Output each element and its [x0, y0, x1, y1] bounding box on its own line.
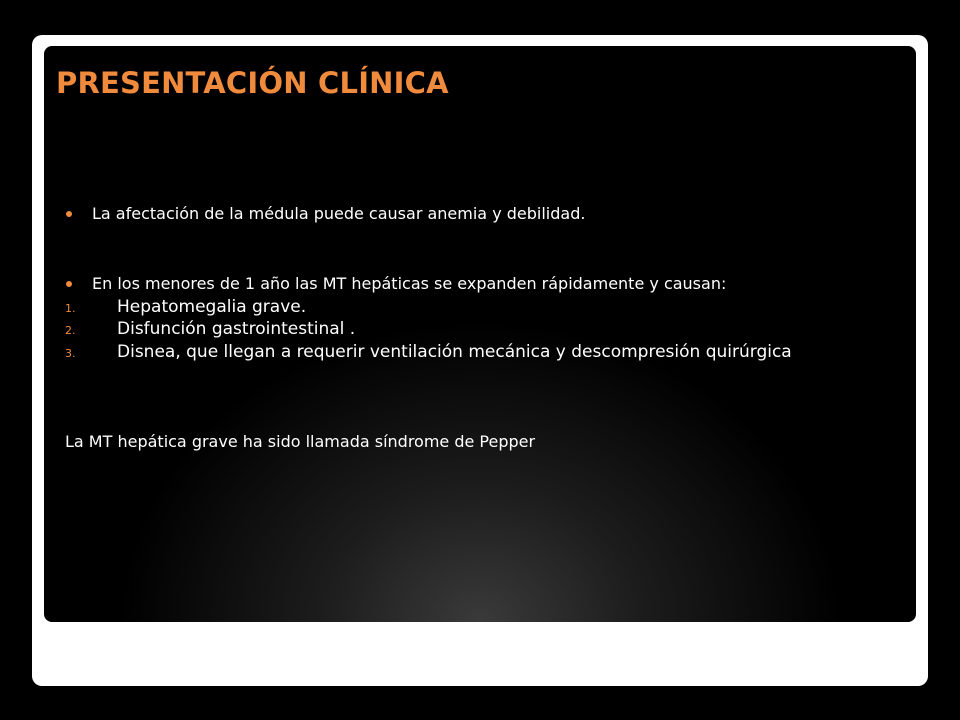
list-item-1: Hepatomegalia grave.	[117, 297, 307, 317]
bullet-item-2	[92, 274, 726, 293]
slide-title: PRESENTACIÓN CLÍNICA	[56, 66, 449, 100]
list-number-1: 1.	[65, 302, 76, 315]
bullet-dot-icon	[66, 211, 72, 217]
slide	[44, 46, 916, 622]
bullet-item-1	[92, 204, 585, 223]
list-item-3: Disnea, que llegan a requerir ventilación mecánica y descompresión quirúrgica	[117, 342, 792, 362]
list-number-3: 3.	[65, 347, 76, 360]
list-number-2: 2.	[65, 324, 76, 337]
list-item-2: Disfunción gastrointestinal .	[117, 319, 356, 339]
closing-text: La MT hepática grave ha sido llamada síndrome de Pepper	[65, 432, 536, 451]
bullet-text-1: La afectación de la médula puede causar anemia y debilidad.	[92, 204, 586, 223]
bullet-text-2: En los menores de 1 año las MT hepáticas se expanden rápidamente y causan:	[92, 274, 727, 293]
bullet-dot-icon	[66, 281, 72, 287]
